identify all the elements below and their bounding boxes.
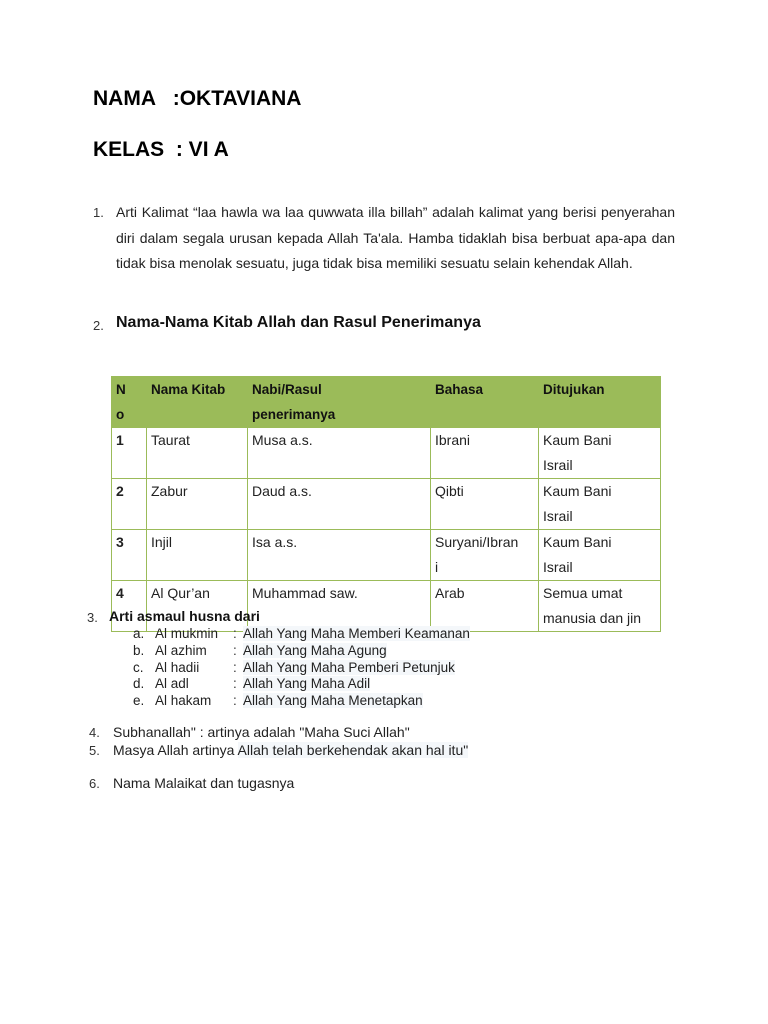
list-item: a. Al mukmin : Allah Yang Maha Memberi Keamanan (133, 626, 470, 641)
header-bahasa: Bahasa (431, 377, 539, 428)
cell-bahasa: Ibrani (431, 428, 539, 479)
item-6-number: 6. (89, 776, 100, 791)
item-3-title: Arti asmaul husna dari (109, 608, 260, 624)
cell-bahasa: Arab (431, 581, 539, 632)
header-nabi-rasul: Nabi/Rasul penerimanya (248, 377, 431, 428)
cell-nabi: Daud a.s. (248, 479, 431, 530)
cell-nabi: Musa a.s. (248, 428, 431, 479)
cell-ditujukan: Kaum Bani Israil (539, 530, 661, 581)
nama-label: NAMA (93, 87, 156, 110)
list-item: e. Al hakam : Allah Yang Maha Menetapkan (133, 693, 423, 709)
cell-kitab: Al Qur’an (147, 581, 248, 632)
list-item: c. Al hadii : Allah Yang Maha Pemberi Petunjuk (133, 659, 455, 675)
cell-ditujukan: Kaum Bani Israil (539, 479, 661, 530)
item-1-text: Arti Kalimat “laa hawla wa laa quwwata illa billah” adalah kalimat yang berisi penyerahan diri dalam segala urusan kepada Allah Ta'ala. Hamba tidaklah bisa berbuat apa-apa dan tidak bisa menolak sesuatu, juga tidak bisa memiliki sesuatu selain kehendak Allah. (116, 204, 675, 271)
kitab-table (111, 376, 661, 632)
cell-no: 3 (112, 530, 147, 581)
item-4-number: 4. (89, 725, 100, 740)
item-1-number: 1. (93, 205, 104, 220)
cell-ditujukan: Kaum Bani Israil (539, 428, 661, 479)
kelas-label: KELAS (93, 138, 165, 161)
cell-kitab: Taurat (147, 428, 248, 479)
kelas-value: : VI A (175, 138, 229, 161)
cell-no: 4 (112, 581, 147, 632)
cell-ditujukan: Semua umat manusia dan jin (539, 581, 661, 632)
nama-value: :OKTAVIANA (172, 87, 302, 110)
item-4-text: Subhanallah" : artinya adalah "Maha Suci Allah" (113, 724, 410, 740)
item-6-text: Nama Malaikat dan tugasnya (113, 775, 295, 791)
cell-bahasa: Suryani/Ibran i (431, 530, 539, 581)
item-2-number: 2. (93, 318, 104, 333)
cell-nabi: Isa a.s. (248, 530, 431, 581)
nama-spacer (155, 87, 173, 110)
cell-kitab: Injil (147, 530, 248, 581)
cell-kitab: Zabur (147, 479, 248, 530)
cell-no: 1 (112, 428, 147, 479)
table-row (112, 428, 661, 479)
item-5-number: 5. (89, 743, 100, 758)
header-no: N o (112, 377, 147, 428)
header-ditujukan: Ditujukan (539, 377, 661, 428)
list-item: b. Al azhim : Allah Yang Maha Agung (133, 642, 387, 658)
cell-no: 2 (112, 479, 147, 530)
item-3-number: 3. (87, 610, 98, 625)
asmaul-husna-list (133, 626, 470, 710)
kelas-line (93, 138, 229, 162)
cell-nabi: Muhammad saw. (248, 581, 431, 632)
header-nama-kitab: Nama Kitab (147, 377, 248, 428)
item-2-title: Nama-Nama Kitab Allah dan Rasul Penerimanya (116, 314, 481, 331)
cell-bahasa: Qibti (431, 479, 539, 530)
item-5-text: Masya Allah artinya Allah telah berkehendak akan hal itu" (113, 742, 469, 758)
list-item: d. Al adl : Allah Yang Maha Adil (133, 676, 371, 692)
table-header-row (112, 377, 661, 428)
nama-line (93, 87, 301, 111)
table-row (112, 530, 661, 581)
table-row (112, 479, 661, 530)
kelas-spacer (164, 138, 176, 161)
